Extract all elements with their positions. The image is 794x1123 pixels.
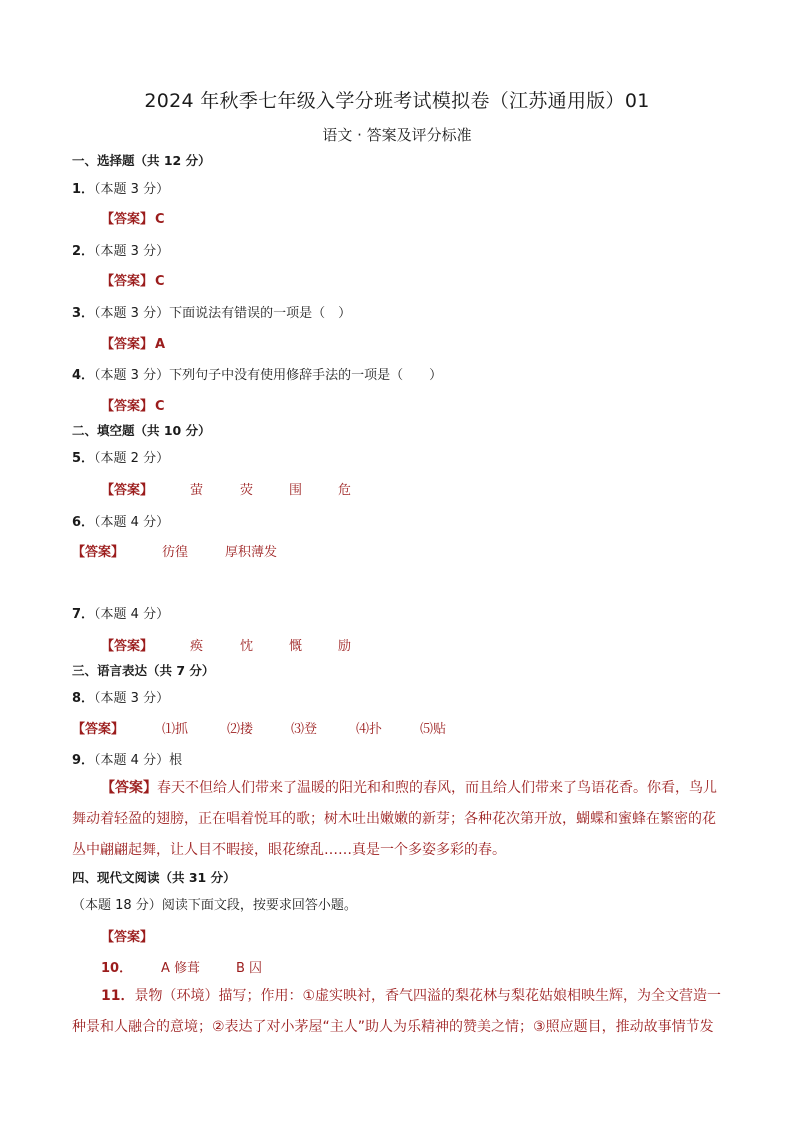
page-title: 2024 年秋季七年级入学分班考试模拟卷（江苏通用版）01	[144, 90, 650, 112]
question-4	[72, 364, 442, 383]
answer-8	[72, 718, 447, 737]
answer-item: 彷徨	[162, 545, 189, 560]
question-score: （本题 18 分）	[72, 898, 162, 913]
answer-item: 厚积薄发	[225, 545, 278, 560]
question-number: 3．	[72, 306, 95, 321]
answer-item: 荧	[240, 483, 254, 498]
question-text: 阅读下面文段，按要求回答小题。	[161, 898, 357, 913]
question-number: 4．	[72, 368, 95, 383]
answer-2	[101, 270, 165, 289]
question-score: （本题 3 分）	[94, 306, 170, 321]
question-score: （本题 4 分）	[94, 607, 170, 622]
answer-line: 种景和人融合的意境；②表达了对小茅屋“主人”助人为乐精神的赞美之情；③照应题目，推动故事情节发	[72, 1019, 714, 1035]
answer-item: ⑵搂	[227, 722, 254, 737]
answer-item: 围	[289, 483, 303, 498]
answer-item: ⑸贴	[420, 722, 447, 737]
answer-option-a: A 修葺	[161, 961, 201, 976]
answer-line: 景物（环境）描写；作用：①虚实映衬，香气四溢的梨花林与梨花姑娘相映生辉，为全文营造一	[134, 988, 722, 1004]
question-number: 2．	[72, 244, 95, 259]
answer-6	[72, 541, 278, 560]
question-8	[72, 687, 169, 706]
answer-tag: 【答案】	[101, 483, 154, 498]
question-6	[72, 511, 169, 530]
answer-11	[72, 981, 732, 1043]
question-score: （本题 3 分）	[94, 691, 170, 706]
question-score: （本题 3 分）	[94, 182, 170, 197]
question-score: （本题 2 分）	[94, 451, 170, 466]
question-2	[72, 240, 169, 259]
answer-tag: 【答案】	[101, 399, 154, 414]
answer-4	[101, 395, 165, 414]
answer-tag: 【答案】	[101, 337, 154, 352]
question-number: 9．	[72, 753, 95, 768]
section-heading-reading: 四、现代文阅读（共 31 分）	[72, 870, 236, 885]
answer-1	[101, 208, 165, 227]
question-number: 11．	[101, 988, 135, 1004]
answer-10	[101, 957, 263, 976]
question-number: 6．	[72, 515, 95, 530]
answer-line: 丛中翩翩起舞，让人目不暇接，眼花缭乱……真是一个多姿多彩的春。	[72, 842, 506, 858]
answer-value: C	[155, 399, 165, 414]
answer-item: 萤	[190, 483, 204, 498]
reading-intro	[72, 894, 357, 913]
answer-item: ⑷扑	[356, 722, 383, 737]
section-heading-fill: 二、填空题（共 10 分）	[72, 423, 211, 438]
question-number: 5．	[72, 451, 95, 466]
question-text: 下面说法有错误的一项是（ ）	[169, 306, 352, 321]
answer-line: 春天不但给人们带来了温暖的阳光和和煦的春风，而且给人们带来了鸟语花香。你看，鸟儿	[157, 780, 717, 796]
section-heading-expression: 三、语言表达（共 7 分）	[72, 663, 215, 678]
question-text: 根	[169, 753, 183, 768]
question-3	[72, 302, 351, 321]
answer-line: 舞动着轻盈的翅膀，正在唱着悦耳的歌；树木吐出嫩嫩的新芽；各种花次第开放，蝴蝶和蜜蜂在繁密的花	[72, 811, 716, 827]
answer-tag: 【答案】	[72, 722, 125, 737]
reading-answer-heading	[101, 926, 153, 945]
page-subtitle: 语文 · 答案及评分标准	[322, 126, 472, 144]
question-number: 8．	[72, 691, 95, 706]
answer-tag: 【答案】	[72, 545, 125, 560]
answer-item: 痪	[190, 639, 204, 654]
question-score: （本题 3 分）	[94, 244, 170, 259]
answer-tag: 【答案】	[101, 780, 157, 796]
answer-7	[101, 635, 352, 654]
answer-tag: 【答案】	[101, 639, 154, 654]
answer-tag: 【答案】	[101, 274, 154, 289]
answer-value: A	[155, 337, 166, 352]
answer-item: 忱	[240, 639, 254, 654]
section-heading-choice: 一、选择题（共 12 分）	[72, 153, 211, 168]
question-9	[72, 749, 182, 768]
answer-item: 慨	[289, 639, 303, 654]
question-score: （本题 4 分）	[94, 515, 170, 530]
answer-item: 励	[338, 639, 352, 654]
answer-9	[72, 773, 722, 866]
answer-5	[101, 479, 352, 498]
question-number: 1．	[72, 182, 95, 197]
answer-tag: 【答案】	[101, 212, 154, 227]
question-5	[72, 447, 169, 466]
answer-option-b: B 囚	[236, 961, 263, 976]
answer-item: ⑴抓	[162, 722, 189, 737]
question-7	[72, 603, 169, 622]
question-text: 下列句子中没有使用修辞手法的一项是（ ）	[169, 368, 443, 383]
question-number: 10．	[101, 961, 133, 976]
answer-3	[101, 333, 165, 352]
question-number: 7．	[72, 607, 95, 622]
answer-item: ⑶登	[291, 722, 318, 737]
answer-value: C	[155, 212, 165, 227]
answer-value: C	[155, 274, 165, 289]
answer-tag: 【答案】	[101, 930, 154, 945]
answer-item: 危	[338, 483, 352, 498]
question-score: （本题 3 分）	[94, 368, 170, 383]
question-score: （本题 4 分）	[94, 753, 170, 768]
question-1	[72, 178, 169, 197]
